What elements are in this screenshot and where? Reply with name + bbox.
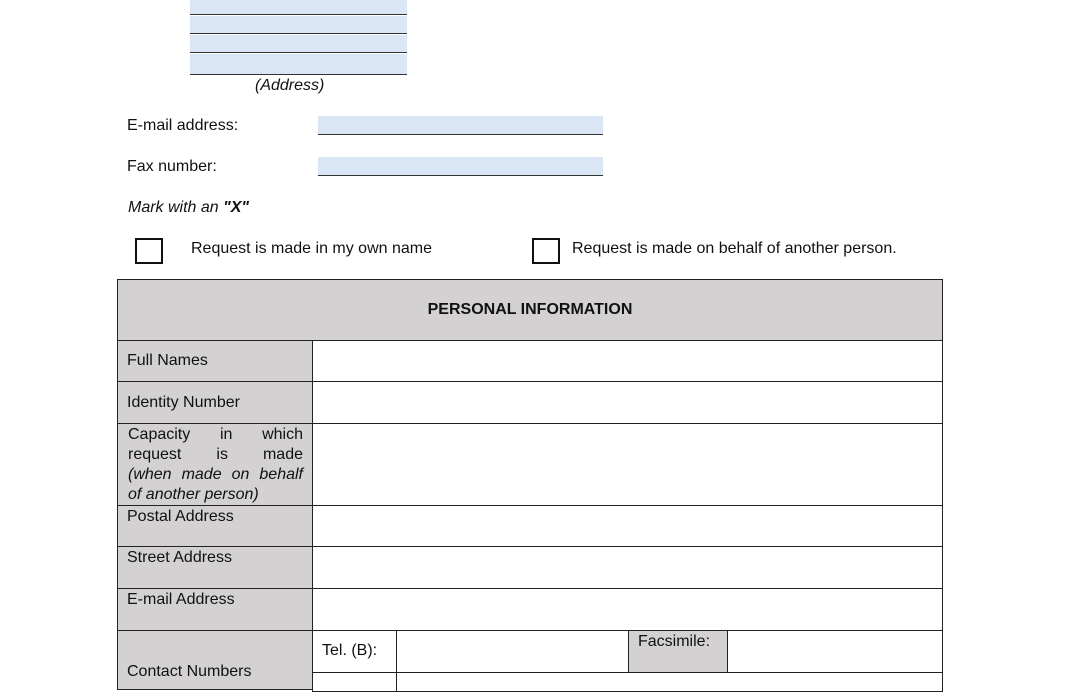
email-address-field[interactable] — [312, 588, 943, 631]
own-name-checkbox[interactable] — [135, 238, 163, 264]
on-behalf-checkbox[interactable] — [532, 238, 560, 264]
fax-field[interactable] — [318, 157, 603, 176]
capacity-line-3: (when made on behalf — [128, 466, 303, 483]
table-header — [117, 279, 943, 341]
address-caption: (Address) — [255, 77, 325, 94]
identity-number-label: Identity Number — [127, 394, 240, 411]
tel-b-field[interactable] — [396, 630, 629, 673]
own-name-label: Request is made in my own name — [191, 240, 432, 257]
identity-number-field[interactable] — [312, 381, 943, 424]
contact-numbers-label: Contact Numbers — [127, 663, 252, 680]
full-names-label-cell — [117, 340, 313, 382]
email-address-label: E-mail Address — [127, 591, 235, 608]
street-address-label: Street Address — [127, 549, 232, 566]
on-behalf-label: Request is made on behalf of another person. — [572, 240, 897, 257]
tel-b-label-cell — [312, 630, 397, 673]
tel-b-label: Tel. (B): — [322, 642, 378, 659]
capacity-label — [118, 424, 312, 505]
address-line-1[interactable] — [190, 0, 407, 15]
capacity-line-4: of another person) — [128, 486, 259, 503]
contact-next-row-right[interactable] — [396, 672, 943, 692]
full-names-field[interactable] — [312, 340, 943, 382]
email-field[interactable] — [318, 116, 603, 135]
mark-instruction-prefix: Mark with an — [128, 199, 224, 216]
email-label: E-mail address: — [127, 117, 239, 134]
capacity-line-2: request is made — [128, 446, 303, 463]
facsimile-label-cell — [628, 630, 728, 673]
address-line-2[interactable] — [190, 16, 407, 34]
postal-address-field[interactable] — [312, 505, 943, 547]
capacity-line-1: Capacity in which — [128, 426, 303, 443]
capacity-label-cell — [117, 423, 313, 506]
mark-instruction — [128, 199, 249, 217]
email-address-label-cell — [117, 588, 313, 631]
address-line-3[interactable] — [190, 35, 407, 53]
street-address-label-cell — [117, 546, 313, 589]
mark-instruction-x: "X" — [223, 199, 249, 216]
street-address-field[interactable] — [312, 546, 943, 589]
facsimile-label: Facsimile: — [638, 633, 711, 650]
contact-numbers-label-cell — [117, 630, 313, 690]
contact-next-row-left — [312, 672, 397, 692]
facsimile-field[interactable] — [727, 630, 943, 673]
address-line-4[interactable] — [190, 54, 407, 75]
full-names-label: Full Names — [127, 352, 208, 369]
fax-label: Fax number: — [127, 158, 217, 175]
postal-address-label: Postal Address — [127, 508, 234, 525]
postal-address-label-cell — [117, 505, 313, 547]
capacity-field[interactable] — [312, 423, 943, 506]
identity-number-label-cell — [117, 381, 313, 424]
table-header-title: PERSONAL INFORMATION — [427, 301, 633, 318]
